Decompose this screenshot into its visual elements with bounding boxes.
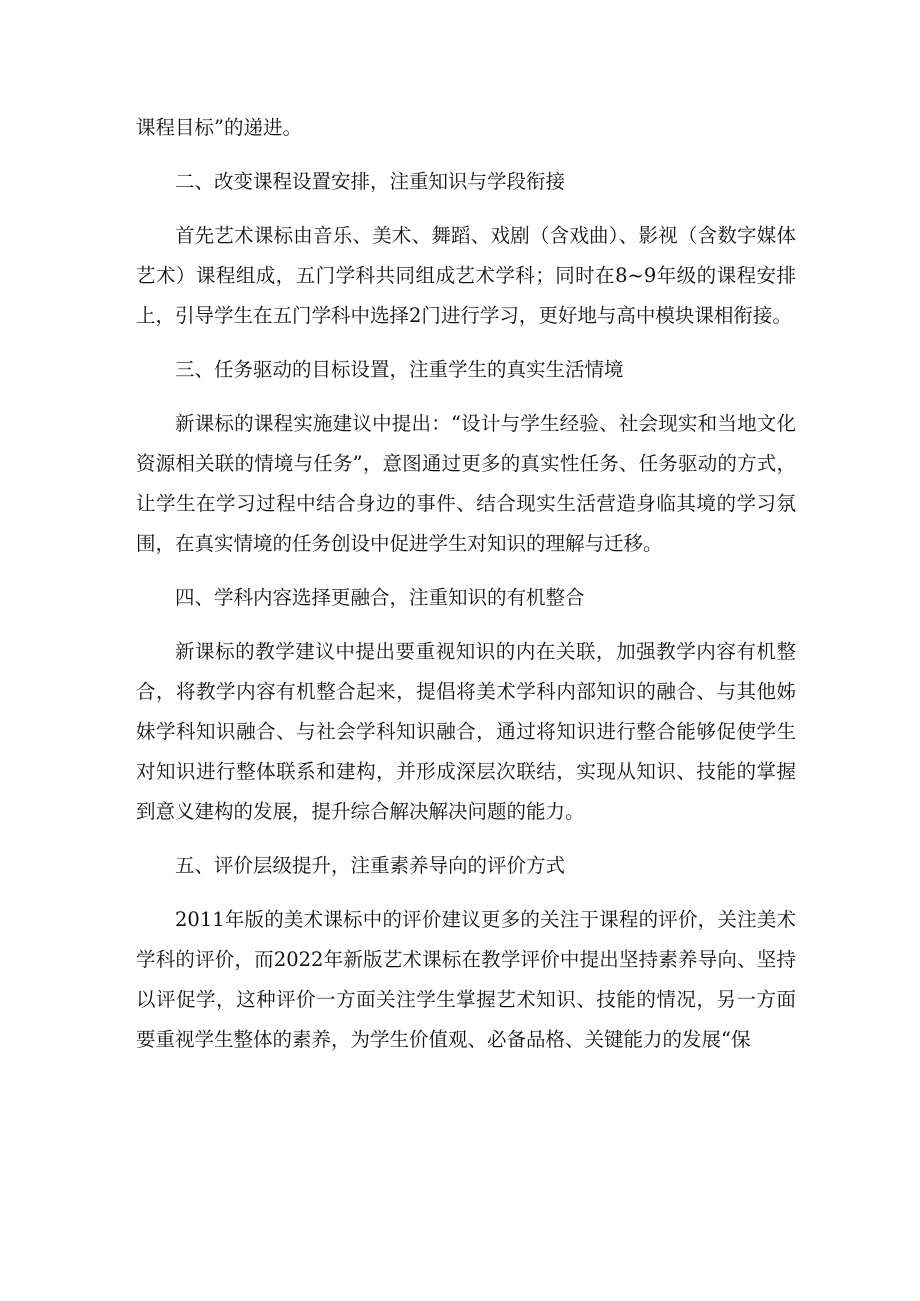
body-paragraph: 新课标的教学建议中提出要重视知识的内在关联，加强教学内容有机整合，将教学内容有机整合起来，提倡将美术学科内部知识的融合、与其他姊妹学科知识融合、与社会学科知识融合，通过将知识进行整合能够促使学生对知识进行整体联系和建构，并形成深层次联结，实现从知识、技能的掌握到意义建构的发展，提升综合解决解决问题的能力。 [136, 640, 796, 823]
section-heading-5: 五、评价层级提升，注重素养导向的评价方式 [175, 854, 566, 877]
continuation-paragraph: 课程目标”的递进。 [136, 116, 302, 139]
document-body [136, 108, 796, 1060]
body-paragraph: 首先艺术课标由音乐、美术、舞蹈、戏剧（含戏曲）、影视（含数字媒体艺术）课程组成，五门学科共同组成艺术学科；同时在8~9年级的课程安排上，引导学生在五门学科中选择2门进行学习，更好地与高中模块课相衔接。 [136, 224, 796, 327]
section-heading-4: 四、学科内容选择更融合，注重知识的有机整合 [175, 586, 585, 609]
body-paragraph: 2011年版的美术课标中的评价建议更多的关注于课程的评价，关注美术学科的评价，而2022年新版艺术课标在教学评价中提出坚持素养导向、坚持以评促学，这种评价一方面关注学生掌握艺术知识、技能的情况，另一方面要重视学生整体的素养，为学生价值观、必备品格、关键能力的发展“保 [136, 908, 796, 1051]
section-heading-3: 三、任务驱动的目标设置，注重学生的真实生活情境 [175, 358, 624, 381]
body-paragraph: 新课标的课程实施建议中提出：“设计与学生经验、社会现实和当地文化资源相关联的情境与任务”，意图通过更多的真实性任务、任务驱动的方式，让学生在学习过程中结合身边的事件、结合现实生活营造身临其境的学习氛围，在真实情境的任务创设中促进学生对知识的理解与迁移。 [136, 412, 796, 555]
section-heading-2: 二、改变课程设置安排，注重知识与学段衔接 [175, 170, 566, 193]
